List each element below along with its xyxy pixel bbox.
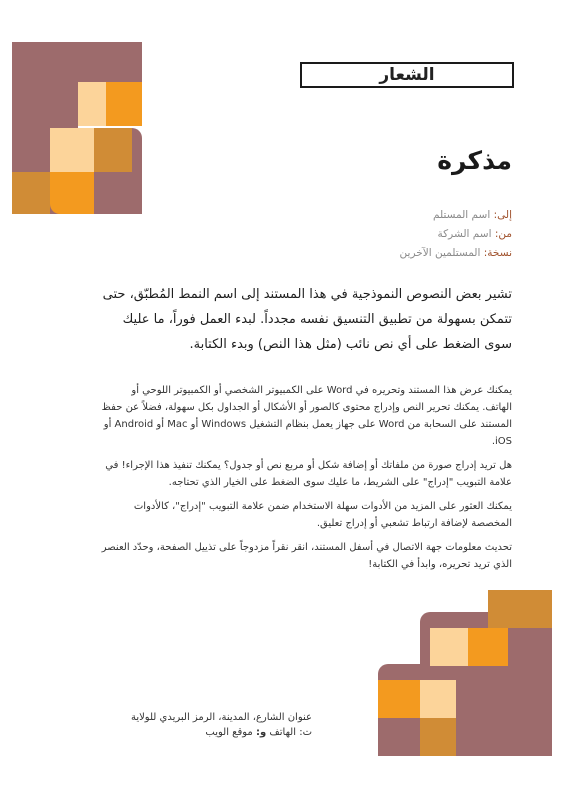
decorative-shape-top (12, 42, 142, 214)
to-value[interactable]: اسم المستلم (433, 209, 491, 221)
intro-paragraph[interactable]: تشير بعض النصوص النموذجية في هذا المستند إلى اسم النمط المُطبّق، حتى تتمكن بسهولة من تطبيق التنسيق نفسه مجدداً. لبدء العمل فوراً، ما عليك سوى الضغط على أي نص نائب (مثل هذا النص) وبدء الكتابة. (102, 287, 512, 352)
footer-address[interactable]: عنوان الشارع، المدينة، الرمز البريدي للولاية (130, 712, 312, 723)
phone-value[interactable]: الهاتف (269, 727, 297, 738)
from-value[interactable]: اسم الشركة (437, 228, 492, 240)
decorative-shape-bottom (348, 590, 552, 756)
to-label: إلى: (493, 209, 512, 221)
memo-body (100, 382, 512, 580)
cc-line (192, 244, 512, 263)
memo-header-fields (192, 206, 512, 263)
web-label: و: (255, 727, 267, 738)
from-label: من: (494, 228, 512, 240)
body-paragraph[interactable]: تحديث معلومات جهة الاتصال في أسفل المستند، انقر نقراً مزدوجاً على تذييل الصفحة، وحدّد العنصر الذي تريد تحريره، وابدأ في الكتابة! (101, 542, 512, 570)
web-value[interactable]: موقع الويب (205, 727, 253, 738)
cc-value[interactable]: المستلمين الآخرين (399, 247, 481, 259)
cc-label: نسخة: (483, 247, 512, 259)
body-paragraph[interactable]: هل تريد إدراج صورة من ملفاتك أو إضافة شكل أو مربع نص أو جدول؟ يمكنك تنفيذ هذا الإجراء! في علامة التبويب "إدراج" على الشريط، ما عليك سوى الضغط على الخيار الذي تحتاجه. (105, 460, 512, 488)
body-paragraph[interactable]: يمكنك العثور على المزيد من الأدوات سهلة الاستخدام ضمن علامة التبويب "إدراج"، كالأدوات المخصصة لإضافة ارتباط تشعبي أو إدراج تعليق. (133, 501, 512, 529)
footer-contact (62, 710, 312, 740)
phone-label: ت: (299, 727, 312, 738)
logo-placeholder[interactable]: الشعار (300, 62, 514, 88)
body-paragraph[interactable]: يمكنك عرض هذا المستند وتحريره في Word على الكمبيوتر الشخصي أو الكمبيوتر اللوحي أو الهاتف. يمكنك تحرير النص وإدراج محتوى كالصور أو الأشكال أو الجداول بكل سهولة، فضلاً عن حفظ المستند على السحابة من Word على جهاز يعمل بنظام التشغيل Windows أو Mac أو Android أو iOS. (101, 385, 512, 447)
footer-contact-line (62, 725, 312, 740)
to-line (192, 206, 512, 225)
from-line (192, 225, 512, 244)
memo-title: مذكرة (437, 146, 512, 175)
